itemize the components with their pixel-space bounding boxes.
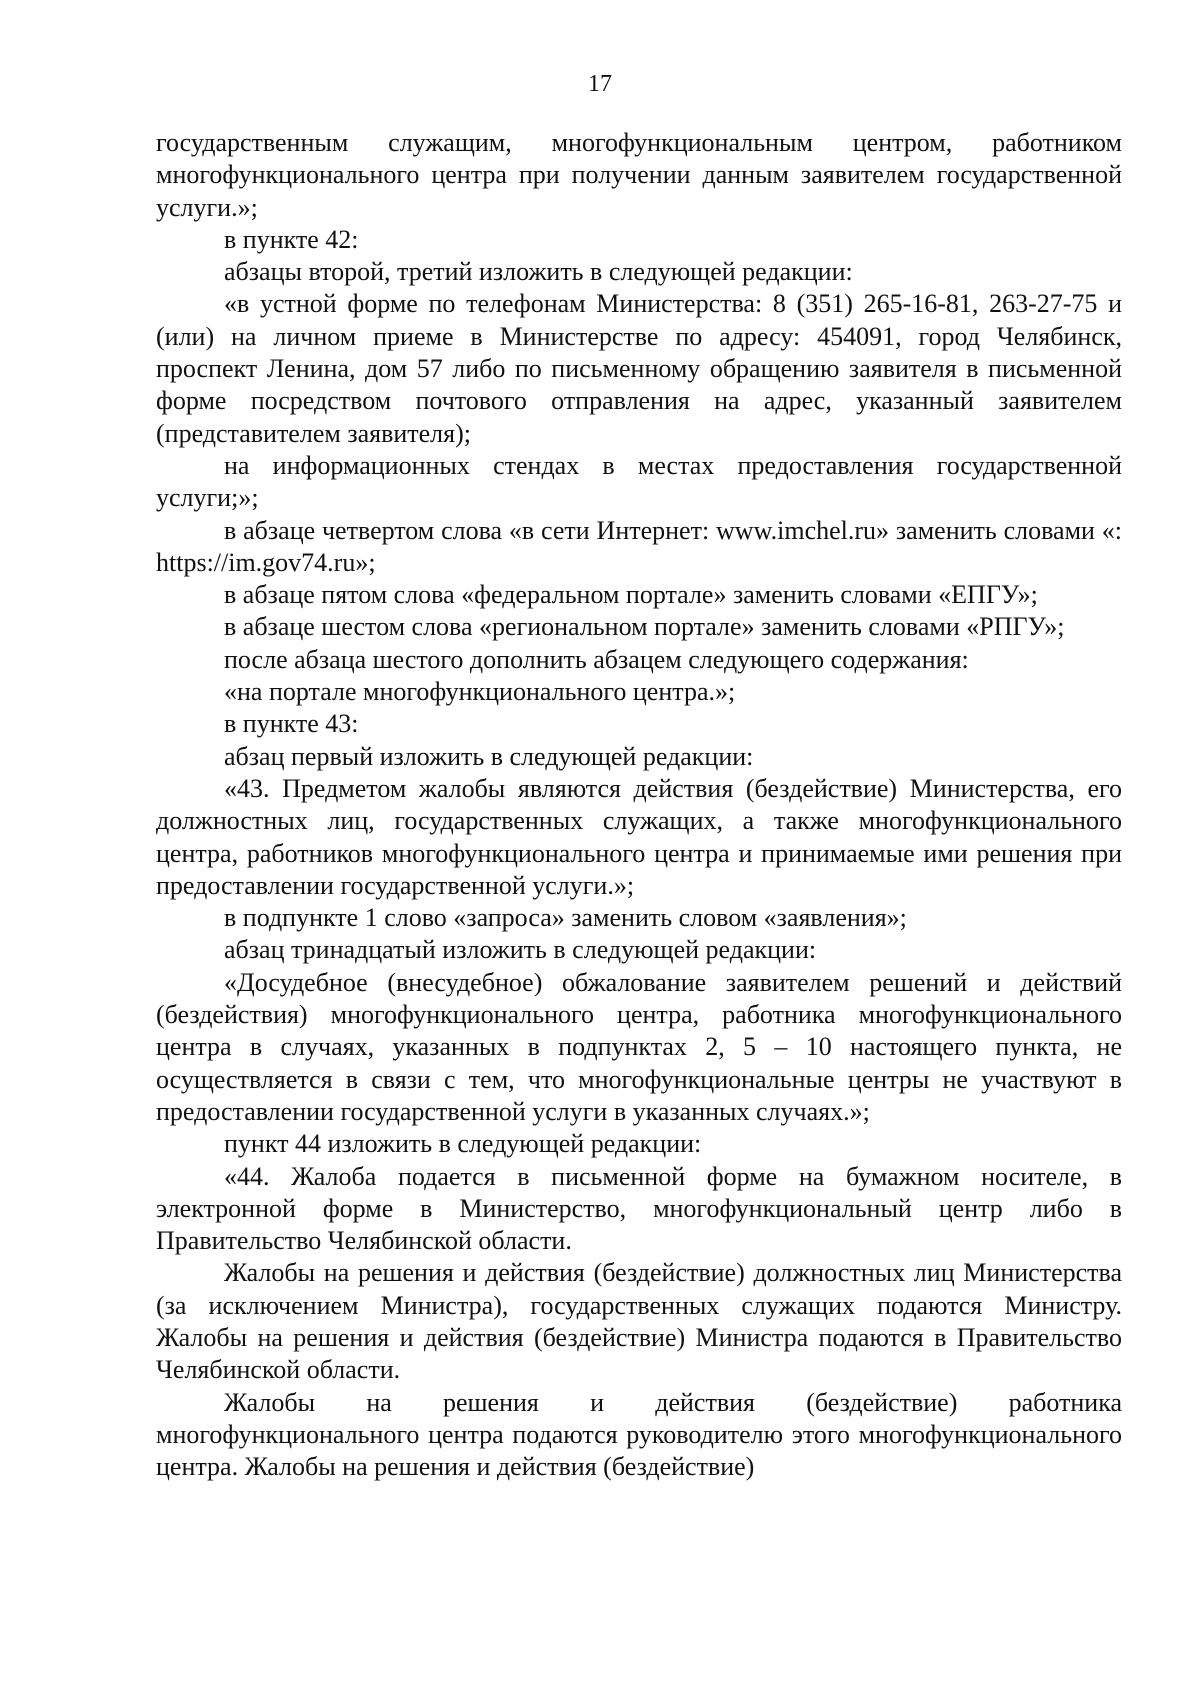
paragraph-abz-4-internet: в абзаце четвертом слова «в сети Интернет: www.imchel.ru» заменить словами «: https://im.gov74.ru»; bbox=[156, 515, 1122, 577]
page-number: 17 bbox=[588, 71, 612, 97]
paragraph-abz-6-rpgu: в абзаце шестом слова «региональном портале» заменить словами «РПГУ»; bbox=[224, 612, 1065, 642]
paragraph-subpoint-1: в подпункте 1 слово «запроса» заменить словом «заявления»; bbox=[224, 903, 907, 933]
paragraph-add-after-abz-6: после абзаца шестого дополнить абзацем следующего содержания: bbox=[224, 644, 969, 674]
paragraph-quote-oral-form: «в устной форме по телефонам Министерства: 8 (351) 265-16-81, 263-27-75 и (или) на личном приеме в Министерстве по адресу: 454091, город Челябинск, проспект Ленина, дом 57 либо по письменному обращению заявителя в письменной форме посредством почтового отправления на адрес, указанный заявителем (представителем заявителя); bbox=[156, 289, 1122, 448]
paragraph-point-43: в пункте 43: bbox=[224, 709, 359, 739]
paragraph-complaints-ministry: Жалобы на решения и действия (бездействие) должностных лиц Министерства (за исключением Министра), государственных служащих подаются Министру. Жалобы на решения и действия (бездействие) Министра подаются в Правительство Челябинской области. bbox=[156, 1258, 1122, 1385]
paragraph-info-stands: на информационных стендах в местах предоставления государственной услуги;»; bbox=[156, 450, 1122, 513]
paragraph-continuation: государственным служащим, многофункциональным центром, работником многофункционального центра при получении данным заявителем государственной услуги.»; bbox=[156, 128, 1122, 222]
paragraph-quote-mfc-portal: «на портале многофункционального центра.»; bbox=[224, 677, 736, 707]
document-body bbox=[156, 127, 1122, 1483]
paragraph-amend-abz-13: абзац тринадцатый изложить в следующей редакции: bbox=[224, 935, 817, 965]
paragraph-abz-5-epgu: в абзаце пятом слова «федеральном портале» заменить словами «ЕПГУ»; bbox=[224, 580, 1038, 610]
paragraph-quote-pretrial-appeal: «Досудебное (внесудебное) обжалование заявителем решений и действий (бездействия) многофункционального центра, работника многофункционального центра в случаях, указанных в подпунктах 2, 5 – 10 настоящего пункта, не осуществляется в связи с тем, что многофункциональные центры не участвуют в предоставлении государственной услуги в указанных случаях.»; bbox=[156, 967, 1122, 1126]
paragraph-complaints-mfc: Жалобы на решения и действия (бездействие) работника многофункционального центра подаются руководителю этого многофункционального центра. Жалобы на решения и действия (бездействие) bbox=[156, 1387, 1122, 1482]
paragraph-quote-44: «44. Жалоба подается в письменной форме на бумажном носителе, в электронной форме в Министерство, многофункциональный центр либо в Правительство Челябинской области. bbox=[156, 1161, 1122, 1256]
paragraph-amend-abz-1: абзац первый изложить в следующей редакции: bbox=[224, 741, 754, 771]
paragraph-amend-abz-2-3: абзацы второй, третий изложить в следующей редакции: bbox=[224, 257, 853, 287]
paragraph-quote-43: «43. Предметом жалобы являются действия (бездействие) Министерства, его должностных лиц, государственных служащих, а также многофункционального центра, работников многофункционального центра и принимаемые ими решения при предоставлении государственной услуги.»; bbox=[156, 773, 1122, 900]
paragraph-point-44: пункт 44 изложить в следующей редакции: bbox=[224, 1129, 702, 1159]
paragraph-point-42: в пункте 42: bbox=[224, 224, 359, 254]
